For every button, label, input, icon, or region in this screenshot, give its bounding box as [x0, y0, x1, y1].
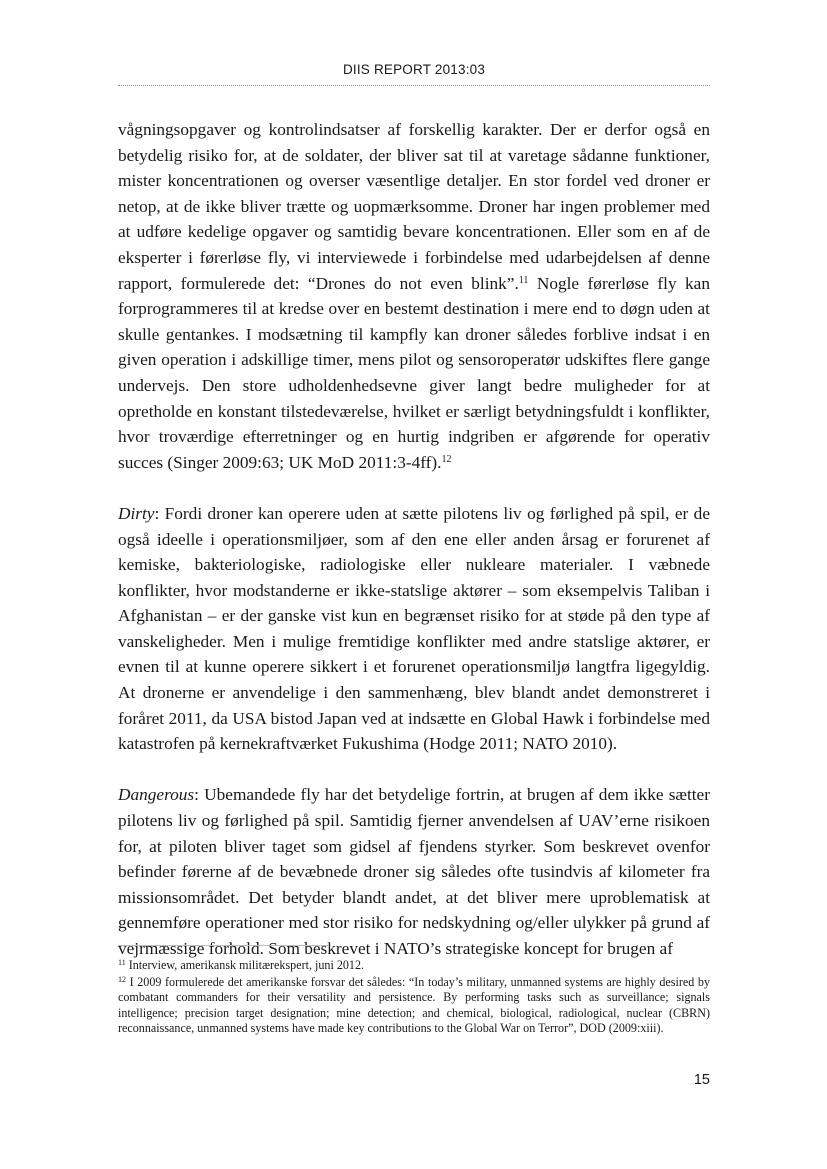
paragraph-dangerous — [118, 782, 710, 961]
paragraph-lead-dirty: Dirty — [118, 503, 155, 523]
paragraph-dirty — [118, 501, 710, 757]
footnote-number: 11 — [118, 958, 126, 967]
header-divider — [118, 85, 710, 86]
paragraph-text: : Fordi droner kan operere uden at sætte pilotens liv og førlighed på spil, er de også ideelle i operationsmiljøer, som af den ene eller anden årsag er forurenet af kemiske, bakteriologiske, radiologiske eller nukleare materialer. I væbnede konflikter, hvor modstanderne er ikke-statslige aktører – som eksempelvis Taliban i Afghanistan – er der ganske vist kun en begrænset risiko for at støde på den type af vanskeligheder. Men i mulige fremtidige konflikter med andre statslige aktører, er evnen til at kunne operere sikkert i et forurenet operationsmiljø langtfra ligegyldig. At dronerne er anvendelige i den sammenhæng, blev blandt andet demonstreret i foråret 2011, da USA bistod Japan ved at indsætte en Global Hawk i forbindelse med katastrofen på kernekraftværket Fukushima (Hodge 2011; NATO 2010). — [118, 503, 710, 754]
paragraph-text: : Ubemandede fly har det betydelige fortrin, at brugen af dem ikke sætter pilotens liv og førlighed på spil. Samtidig fjerner anvendelsen af UAV’erne risikoen for, at piloten bliver taget som gidsel af fjendens styrker. Som beskrevet ovenfor befinder førerne af de bevæbnede droner sig således ofte tusindvis af kilometer fra missionsområdet. Det betyder blandt andet, at det bliver mere uproblematisk at gennemføre operationer med stor risiko for nedskydning og/eller ulykker på grund af vejrmæssige forhold. Som beskrevet i NATO’s strategiske koncept for brugen af — [118, 785, 710, 958]
footnote-text: Interview, amerikansk militærekspert, juni 2012. — [125, 958, 365, 972]
footnote-11 — [118, 958, 710, 973]
paragraph-endurance — [118, 117, 710, 475]
footnotes — [118, 958, 710, 1038]
footnote-number: 12 — [118, 975, 126, 985]
paragraph-lead-dangerous: Dangerous — [118, 785, 195, 805]
page-number: 15 — [693, 1072, 710, 1088]
paragraph-text: Nogle førerløse fly kan forprogrammeres til at kredse over en bestemt destination i mere end to døgn uden at skulle gentankes. I modsætning til kampfly kan droner således forblive indsat i en given operation i adskillige timer, mens pilot og sensoroperatør udskiftes flere gange undervejs. Den store udholdenhedsevne giver langt bedre muligheder for at opretholde en konstant tilstedeværelse, hvilket er særligt betydningsfuldt i konflikter, hvor troværdige efterretninger og en hurtig indgriben er afgørende for operativ succes (Singer 2009:63; UK MoD 2011:3-4ff). — [118, 273, 710, 472]
footnote-ref-12: 12 — [441, 453, 452, 465]
paragraph-text: vågningsopgaver og kontrolindsatser af forskellig karakter. Der er derfor også en betydelig risiko for, at de soldater, der bliver sat til at varetage sådanne funktioner, mister koncentrationen og overser væsentlige detaljer. En stor fordel ved droner er netop, at de ikke bliver trætte og uopmærksomme. Droner har ingen problemer med at udføre kedelige opgaver og samtidig bevare koncentrationen. Eller som en af de eksperter i førerløse fly, vi interviewede i forbindelse med udarbejdelsen af denne rapport, formulerede det: “Drones do not even blink”. — [118, 120, 710, 293]
body-text — [118, 117, 710, 987]
footnote-ref-11: 11 — [518, 274, 529, 286]
running-header: DIIS REPORT 2013:03 — [342, 62, 486, 77]
footnote-12 — [118, 975, 710, 1036]
footnote-text: I 2009 formulerede det amerikanske forsvar det således: “In today’s military, unmanned systems are highly desired by combatant commanders for their versatility and persistence. By performing tasks such as surveillance; signals intelligence; precision target designation; mine detection; and chemical, biological, radiological, nuclear (CBRN) reconnaissance, unmanned systems have made key contributions to the Global War on Terror”, DOD (2009:xiii). — [118, 975, 710, 1035]
footnote-divider — [118, 945, 328, 946]
